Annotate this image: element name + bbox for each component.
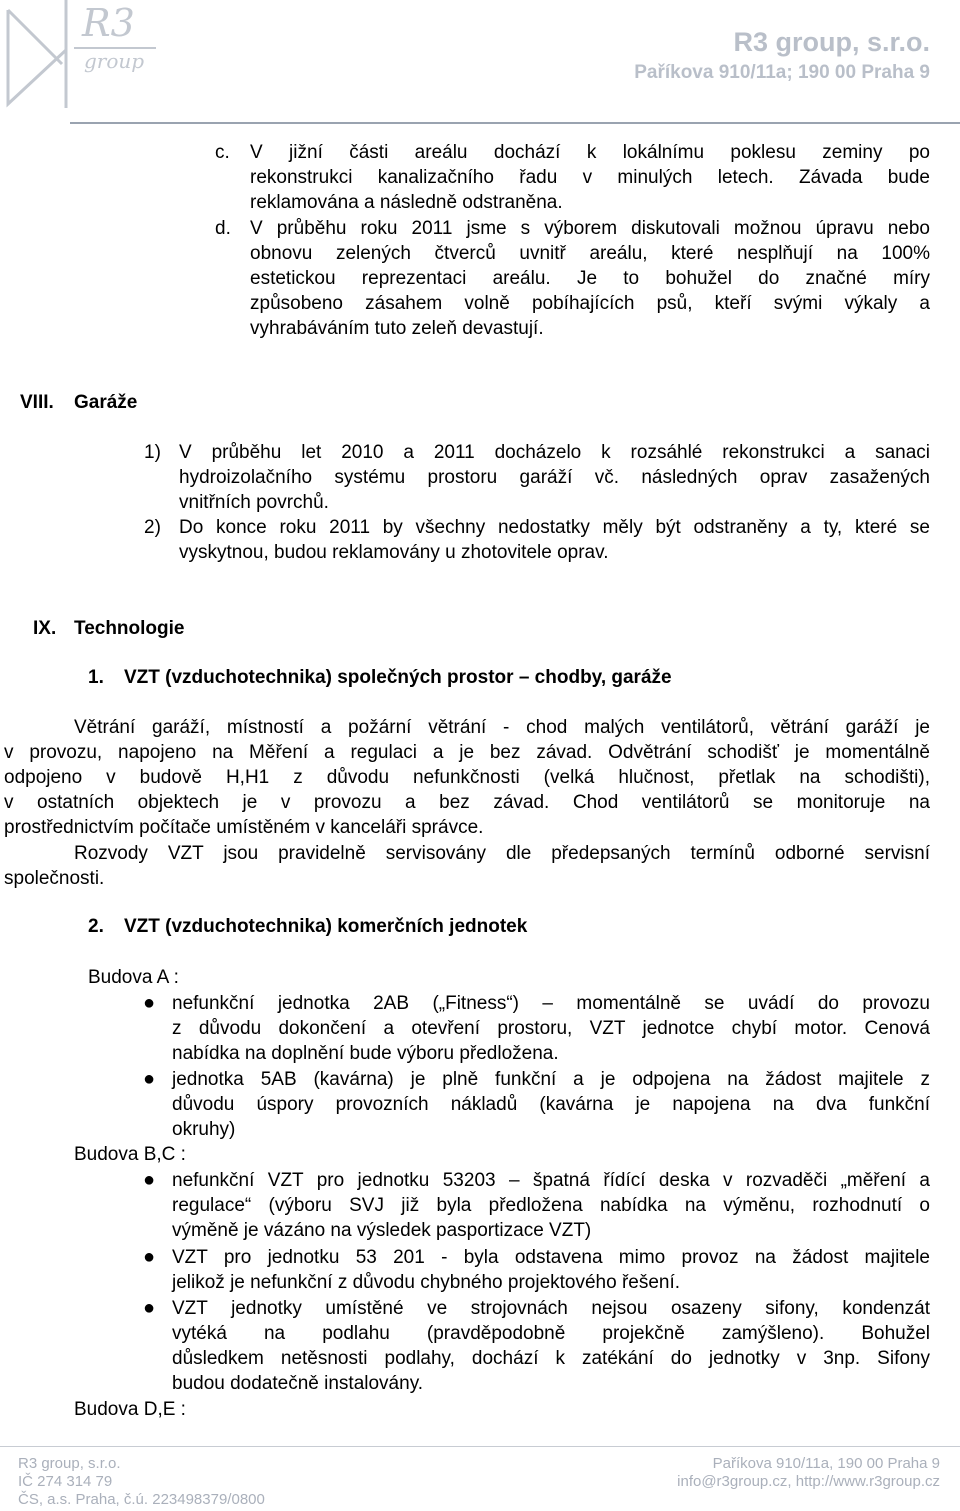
text-line: odpojeno v budově H,H1 z důvodu nefunkčnosti (velká hlučnost, přetlak na schodišti), bbox=[4, 767, 930, 788]
text-line: v provozu, napojeno na Měření a regulaci a je bez závad. Odvětrání schodišť je momentálně bbox=[4, 742, 930, 763]
text-line: budou dodatečně instalovány. bbox=[172, 1373, 424, 1394]
logo-text: R3 bbox=[82, 1, 135, 45]
text-line: V průběhu roku 2011 jsme s výborem diskutovali možnou úpravu nebo bbox=[250, 218, 930, 239]
section-number: IX. bbox=[33, 618, 57, 639]
text-line: vyskytnou, budou reklamovány u zhotovitele oprav. bbox=[179, 542, 609, 563]
text-line: společnosti. bbox=[4, 868, 105, 889]
bullet-icon: ● bbox=[143, 1169, 156, 1191]
text-line: VZT pro jednotku 53 201 - byla odstavena mimo provoz na žádost majitele bbox=[172, 1247, 930, 1268]
text-line: okruhy) bbox=[172, 1119, 236, 1140]
list-marker: c. bbox=[215, 142, 230, 163]
footer-contact[interactable]: info@r3group.cz, http://www.r3group.cz bbox=[677, 1473, 940, 1490]
bullet-icon: ● bbox=[143, 1246, 156, 1268]
text-line: vnitřních povrchů. bbox=[179, 492, 329, 513]
header-address: Paříkova 910/11a; 190 00 Praha 9 bbox=[634, 62, 930, 83]
footer-ico: IČ 274 314 79 bbox=[18, 1473, 113, 1490]
text-line: obnovu zelených čtverců uvnitř areálu, které nesplňují na 100% bbox=[250, 243, 930, 264]
footer-bank: ČS, a.s. Praha, č.ú. 223498379/0800 bbox=[18, 1491, 265, 1508]
footer-company: R3 group, s.r.o. bbox=[18, 1455, 121, 1472]
bullet-icon: ● bbox=[143, 1297, 156, 1319]
text-line: Rozvody VZT jsou pravidelně servisovány dle předepsaných termínů odborné servisní bbox=[74, 843, 930, 864]
subsection-number: 2. bbox=[88, 916, 104, 937]
footer-address: Paříkova 910/11a, 190 00 Praha 9 bbox=[712, 1455, 940, 1472]
subsection-number: 1. bbox=[88, 667, 104, 688]
footer-divider bbox=[0, 1446, 960, 1447]
bullet-icon: ● bbox=[143, 1068, 156, 1090]
text-line: nabídka na doplnění bude výboru předložena. bbox=[172, 1043, 559, 1064]
building-label-bc: Budova B,C : bbox=[74, 1144, 186, 1165]
text-line: v ostatních objektech je v provozu a bez závad. Chod ventilátorů se monitoruje na bbox=[4, 792, 930, 813]
text-line: rekonstrukci kanalizačního řadu v minulých letech. Závada bude bbox=[250, 167, 930, 188]
text-line: reklamována a následně odstraněna. bbox=[250, 192, 563, 213]
text-line: nefunkční jednotka 2AB („Fitness“) – momentálně se uvádí do provozu bbox=[172, 993, 930, 1014]
text-line: vytéká na podlahu (pravděpodobně projekčně zamýšleno). Bohužel bbox=[172, 1323, 930, 1344]
list-marker: d. bbox=[215, 218, 231, 239]
text-line: hydroizolačního systému prostoru garáží vč. následných oprav zasažených bbox=[179, 467, 930, 488]
bullet-icon: ● bbox=[143, 992, 156, 1014]
text-line: jelikož je nefunkční z důvodu chybného projektového řešení. bbox=[172, 1272, 681, 1293]
section-title: Technologie bbox=[74, 618, 185, 639]
subsection-title: VZT (vzduchotechnika) komerčních jednotek bbox=[124, 916, 528, 937]
section-title: Garáže bbox=[74, 392, 138, 413]
text-line: prostřednictvím počítače umístěném v kanceláři správce. bbox=[4, 817, 484, 838]
text-line: V jižní části areálu dochází k lokálnímu poklesu zeminy po bbox=[250, 142, 930, 163]
text-line: Větrání garáží, místností a požární větrání - chod malých ventilátorů, větrání garáží je bbox=[74, 717, 930, 738]
text-line: V průběhu let 2010 a 2011 docházelo k rozsáhlé rekonstrukci a sanaci bbox=[179, 442, 930, 463]
text-line: výměně je vázáno na výsledek pasportizace VZT) bbox=[172, 1220, 592, 1241]
section-number: VIII. bbox=[20, 392, 54, 413]
text-line: VZT jednotky umístěné ve strojovnách nejsou osazeny sifony, kondenzát bbox=[172, 1298, 930, 1319]
company-logo bbox=[0, 0, 160, 112]
header-divider bbox=[70, 122, 960, 124]
list-marker: 2) bbox=[144, 517, 161, 538]
text-line: regulace“ (výboru SVJ již byla předložena nabídka na výměnu, rozhodnutí o bbox=[172, 1195, 930, 1216]
text-line: jednotka 5AB (kavárna) je plně funkční a je odpojena na žádost majitele z bbox=[172, 1069, 930, 1090]
subsection-title: VZT (vzduchotechnika) společných prostor – chodby, garáže bbox=[124, 667, 672, 688]
list-marker: 1) bbox=[144, 442, 161, 463]
text-line: z důvodu dokončení a otevření prostoru, VZT jednotce chybí motor. Cenová bbox=[172, 1018, 930, 1039]
building-label-a: Budova A : bbox=[88, 967, 179, 988]
building-label-de: Budova D,E : bbox=[74, 1399, 186, 1420]
text-line: způsobeno zásahem volně pobíhajících psů, kteří svými výkaly a bbox=[250, 293, 930, 314]
text-line: nefunkční VZT pro jednotku 53203 – špatná řídící deska v rozvaděči „měření a bbox=[172, 1170, 930, 1191]
logo-subtext: group bbox=[84, 49, 145, 73]
header-company: R3 group, s.r.o. bbox=[733, 27, 930, 57]
text-line: vyhrabáváním tuto zeleň devastují. bbox=[250, 318, 544, 339]
text-line: důsledkem netěsnosti podlahy, dochází k zatékání do jednotky v 3np. Sifony bbox=[172, 1348, 930, 1369]
text-line: estetickou reprezentaci areálu. Je to bohužel do značné míry bbox=[250, 268, 930, 289]
text-line: důvodu úspory provozních nákladů (kavárna je napojena na dva funkční bbox=[172, 1094, 930, 1115]
text-line: Do konce roku 2011 by všechny nedostatky měly být odstraněny a ty, které se bbox=[179, 517, 930, 538]
